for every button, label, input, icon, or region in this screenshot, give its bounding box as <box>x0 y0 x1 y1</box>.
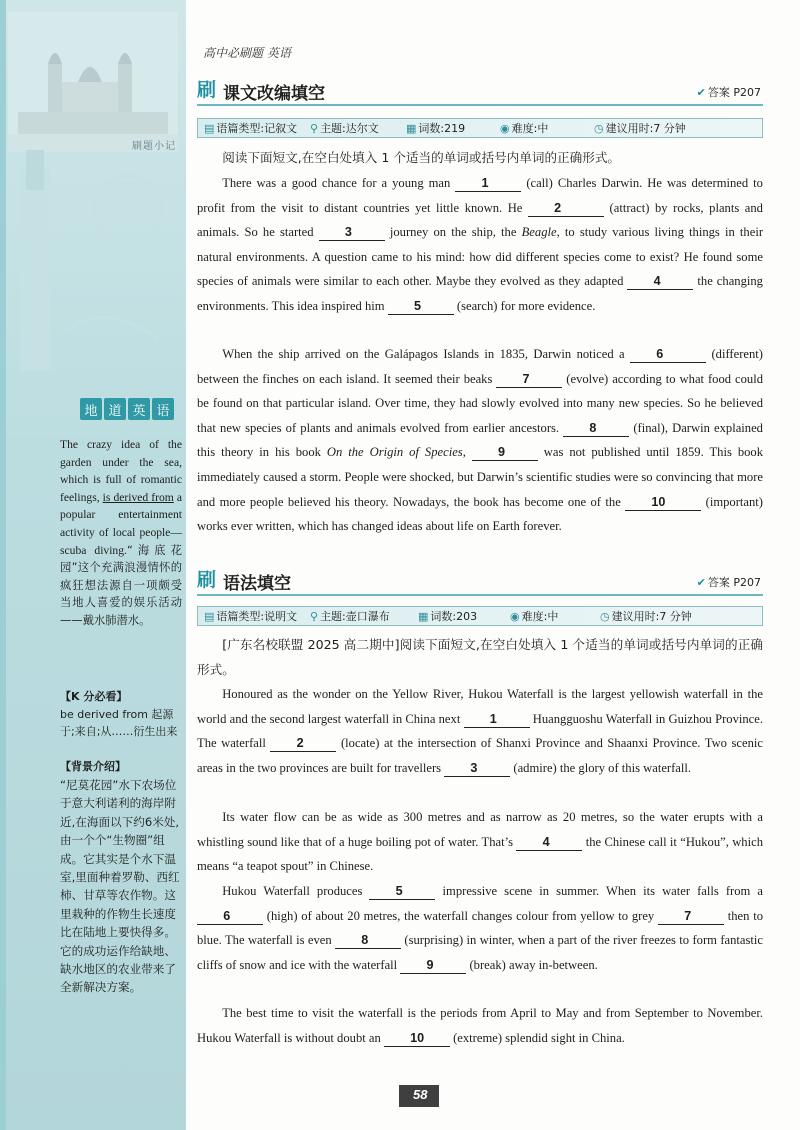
info-difficulty: ◉ 难度:中 <box>500 122 549 135</box>
check-icon: ✔ <box>696 86 706 99</box>
tower-decoration <box>8 150 178 390</box>
note-translation: “海底花园”这个充满浪漫情怀的疯狂想法源自一项颇受当地人喜爱的娱乐活动——戴水肺潜水。 <box>60 543 182 627</box>
sidebar-stripe <box>0 0 6 1130</box>
blank-10[interactable]: 10 <box>625 494 701 511</box>
passage1-paragraph1: There was a good chance for a young man 1 (call) Charles Darwin. He was determined to profit from the visit to distant countries yet little known. He 2 (attract) by rocks, plants and animals. So he started 3 journey on the ship, the Beagle, to study various living things in their natural environments. A question came to his mind: how did different species come to exist? He found some species of animals were similar to each other. Maybe they evolved as they adapted 4 the changing environments. This idea inspired him 5 (search) for more evidence. <box>197 176 764 313</box>
info-time: ◷ 建议用时:7 分钟 <box>594 122 686 135</box>
background-heading: 【背景介绍】 <box>60 760 126 773</box>
passage2-paragraph4: The best time to visit the waterfall is the periods from April to May and from September to November. Hukou Waterfall is without doubt an 10 (extreme) splendid sight in China. <box>197 1006 763 1045</box>
difficulty-icon: ◉ <box>500 122 510 135</box>
doc-icon: ▤ <box>204 122 215 135</box>
blank-7[interactable]: 7 <box>496 371 562 388</box>
doc-icon: ▤ <box>204 610 215 623</box>
info-words: ▦ 词数:219 <box>406 122 466 135</box>
blank-10[interactable]: 10 <box>384 1030 450 1047</box>
section-underline <box>197 104 763 106</box>
info-type: ▤ 语篇类型:说明文 <box>204 610 298 623</box>
section-title-1 <box>197 78 763 104</box>
answer-text: 答案 P207 <box>707 576 761 589</box>
passage2-paragraph3: Hukou Waterfall produces 5 impressive scene in summer. When its water falls from a 6 (high) of about 20 metres, the waterfall changes colour from yellow to grey 7 then to blue. The waterfall is even 8 (surprising) in winter, when a part of the river freezes to form fantastic cliffs of snow and ice with the waterfall 9 (break) away in-between. <box>197 884 764 972</box>
sidebar-note <box>60 436 182 630</box>
blank-8[interactable]: 8 <box>335 932 401 949</box>
search-icon: ⚲ <box>310 122 319 135</box>
church-illustration <box>8 12 178 152</box>
search-icon: ⚲ <box>310 610 319 623</box>
info-topic: ⚲ 主题:壶口瀑布 <box>310 610 390 623</box>
blank-7[interactable]: 7 <box>658 908 724 925</box>
sidebar <box>0 0 186 1130</box>
section-title-text: 课文改编填空 <box>223 84 325 104</box>
note-phrase: is derived from <box>102 490 174 504</box>
page-number <box>399 1085 439 1107</box>
answer-ref <box>697 84 761 100</box>
sidebar-tag-row <box>80 398 174 420</box>
answer-text: 答案 P207 <box>707 86 761 99</box>
count-icon: ▦ <box>418 610 429 623</box>
tag-char: 英 <box>128 398 150 420</box>
difficulty-icon: ◉ <box>510 610 520 623</box>
count-icon: ▦ <box>406 122 417 135</box>
blank-9[interactable]: 9 <box>472 444 538 461</box>
blank-2[interactable]: 2 <box>528 200 604 217</box>
instruction-2: [广东名校联盟 2025 高二期中]阅读下面短文,在空白处填入 1 个适当的单词或括号内单词的正确形式。 <box>197 637 763 677</box>
tag-char: 道 <box>104 398 126 420</box>
tag-char: 地 <box>80 398 102 420</box>
sidebar-caption: 刷题小记 <box>132 141 176 152</box>
note-text: a popular entertainment activity of local people—scuba diving. <box>60 490 182 557</box>
section-underline <box>197 594 763 596</box>
info-time: ◷ 建议用时:7 分钟 <box>600 610 692 623</box>
page-number-text: 58 <box>413 1087 428 1102</box>
blank-5[interactable]: 5 <box>369 883 435 900</box>
info-difficulty: ◉ 难度:中 <box>510 610 559 623</box>
background-body: “尼莫花园”水下农场位于意大利诺利的海岸附近,在海面以下约6米处,由一个个“生物圈”组成。它其实是个水下温室,里面种着罗勒、西红柿、甘草等农作物。这里栽种的作物生长速度比在陆地上要快得多。它的成功运作给缺地、缺水地区的农业带来了全新解决方案。 <box>60 778 180 995</box>
blank-2[interactable]: 2 <box>270 735 336 752</box>
clock-icon: ◷ <box>600 610 610 623</box>
info-topic: ⚲ 主题:达尔文 <box>310 122 379 135</box>
k-body: be derived from 起源于;来自;从……衍生出来 <box>60 708 178 738</box>
blank-9[interactable]: 9 <box>400 957 466 974</box>
passage2-paragraph1: Honoured as the wonder on the Yellow River, Hukou Waterfall is the largest yellowish waterfall in the world and the second largest waterfall in China next 1 Huangguoshu Waterfall in Guizhou Province. The waterfall 2 (locate) at the intersection of Shanxi Province and Shaanxi Province. Two scenic areas in the two provinces are built for travellers 3 (admire) the glory of this waterfall. <box>197 687 763 775</box>
blank-5[interactable]: 5 <box>388 298 454 315</box>
blank-6[interactable]: 6 <box>197 908 263 925</box>
instruction-1: 阅读下面短文,在空白处填入 1 个适当的单词或括号内单词的正确形式。 <box>222 150 621 165</box>
passage1-paragraph2: When the ship arrived on the Galápagos Islands in 1835, Darwin noticed a 6 (different) between the finches on each island. It seemed their beaks 7 (evolve) according to what food could be found on that particular island. Over time, they had slowly evolved into many new species. So he believed that new species of plants and animals evolved from earlier ancestors. 8 (final), Darwin explained this theory in his book On the Origin of Species, 9 was not published until 1859. This book immediately caused a storm. People were shocked, but Darwin’s scientific studies were so convincing that more and more people believed his theory. Nowadays, the book has become one of the 10 (important) works ever written, which has changed ideas about life on Earth forever. <box>197 347 764 534</box>
tag-char: 语 <box>152 398 174 420</box>
k-heading: 【K 分必看】 <box>60 690 128 703</box>
blank-3[interactable]: 3 <box>444 760 510 777</box>
section-title-2 <box>197 568 763 594</box>
info-bar-2 <box>197 606 763 626</box>
clock-icon: ◷ <box>594 122 604 135</box>
running-header: 高中必刷题 英语 <box>203 46 291 60</box>
note-text: The crazy idea of the garden under the sea, which is full of romantic feelings, <box>60 438 182 504</box>
blank-1[interactable]: 1 <box>455 175 521 192</box>
check-icon: ✔ <box>696 576 706 589</box>
info-words: ▦ 词数:203 <box>418 610 478 623</box>
blank-4[interactable]: 4 <box>627 273 693 290</box>
info-type: ▤ 语篇类型:记叙文 <box>204 122 298 135</box>
blank-4[interactable]: 4 <box>516 834 582 851</box>
blank-8[interactable]: 8 <box>563 420 629 437</box>
brush-mark-icon: 刷 <box>197 79 217 101</box>
brush-mark-icon: 刷 <box>197 569 217 591</box>
info-bar-1 <box>197 118 763 138</box>
answer-ref <box>697 574 761 590</box>
blank-6[interactable]: 6 <box>630 346 706 363</box>
section-title-text: 语法填空 <box>223 574 291 594</box>
blank-3[interactable]: 3 <box>319 224 385 241</box>
blank-1[interactable]: 1 <box>464 711 530 728</box>
passage2-paragraph2: Its water flow can be as wide as 300 metres and as narrow as 20 metres, so the water erupts with a whistling sound like that of a huge boiling pot of water. That’s 4 the Chinese call it “Hukou”, which means “a teapot spout” in Chinese. <box>197 810 763 874</box>
